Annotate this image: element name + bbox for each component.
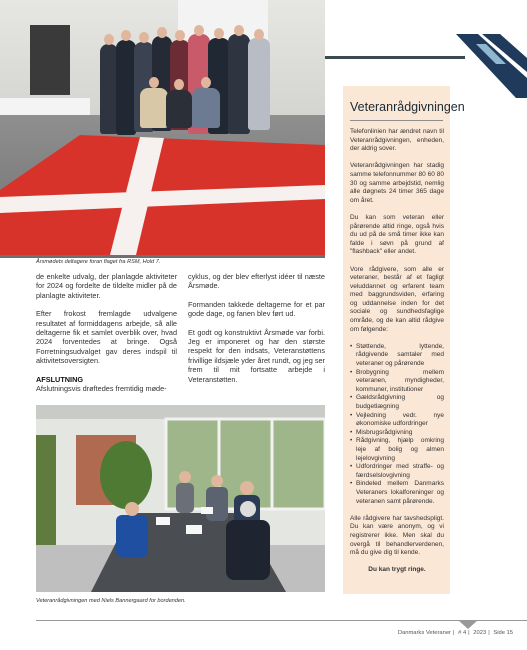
article-column-left — [36, 272, 177, 393]
sidebar-closing: Du kan trygt ringe. — [368, 566, 426, 574]
photo-people-group — [100, 30, 300, 150]
article-column-middle — [188, 272, 325, 393]
bottom-photo-caption: Veteranrådgivningen med Niels Bannergaard for bordenden. — [36, 598, 186, 604]
sidebar-title: Veteranrådgivningen — [350, 100, 465, 114]
list-item: • Udfordringer med straffe- og færdselslovgivning — [350, 463, 444, 480]
danish-flag — [0, 135, 325, 255]
sidebar-title-rule — [350, 120, 443, 121]
article-paragraph: Afslutningsvis drøftedes fremtidig møde- — [36, 384, 167, 394]
meeting-photo — [36, 405, 325, 592]
list-item: • Bindeled mellem Danmarks Veteraners lokalforeninger og veteranen samt pårørende. — [350, 480, 444, 506]
photo-door — [30, 25, 70, 95]
list-item: • Støttende, lyttende, rådgivende samtaler med veteraner og pårørende — [350, 343, 444, 369]
sidebar-bullet-list — [350, 343, 444, 506]
article-paragraph: Formanden takkede deltagerne for et par gode dage, og fanen blev ført ud. — [188, 299, 325, 319]
list-item: • Misbrugsrådgivning — [350, 429, 444, 438]
footer-notch — [458, 620, 478, 629]
footer-page: Side 15 — [493, 630, 513, 636]
article-paragraph: Et godt og konstruktivt Årsmøde var forbi. Jeg er imponeret og har den største respekt for den indsats, Veteranstøttens frivillige ildsjæle yder året rundt, og jeg ser frem til mit fortsatte arbejde i Veteranstøtten. — [188, 327, 325, 384]
list-item: • Gældsrådgivning og budgetlægning — [350, 394, 444, 411]
sidebar-paragraph: Du kan som veteran eller pårørende altid ringe, også hvis du ud på de små timer ikke kan falde i søvn på grund af "flashback" eller andet. — [350, 213, 444, 256]
footer-magazine: Danmarks Veteraner — [397, 630, 451, 636]
list-item: • Rådgivning, hjælp omkring leje af bolig og almen lejelovgivning — [350, 437, 444, 463]
sidebar-body — [350, 128, 444, 575]
footer-rule — [36, 620, 527, 621]
list-item: • Vejledning vedr. nye økonomiske udfordringer — [350, 412, 444, 429]
sidebar-paragraph: Telefonlinien har ændret navn til Veteranrådgivningen, enheden, der aldrig sover. — [350, 128, 444, 153]
article-paragraph: de enkelte udvalg, der planlagde aktiviteter for 2024 og fordelte de tildelte midler på de planlagte aktiviteter. — [36, 272, 177, 300]
list-item: • Brobygning mellem veteranen, myndigheder, kommuner, institutioner — [350, 369, 444, 395]
chevron-logo-icon — [456, 34, 527, 98]
article-paragraph: cyklus, og der blev efterlyst idéer til næste Årsmøde. — [188, 272, 325, 291]
page-footer: Danmarks Veteraner | # 4 | 2023 | Side 15 — [397, 630, 513, 636]
footer-year: 2023 — [473, 630, 487, 636]
group-photo — [0, 0, 325, 258]
section-heading: AFSLUTNING — [36, 374, 84, 384]
sidebar-paragraph: Alle rådgivere har tavshedspligt. Du kan være anonym, og vi registrerer ikke. Men skal du overgå til behandlerverdenen, må du give dig til kende. — [350, 514, 444, 557]
sidebar-paragraph: Veteranrådgivningen har stadig samme telefonnummer 80 60 80 30 og samme arbejdstid, nemlig alle døgnets 24 timer 365 dage om året. — [350, 162, 444, 204]
top-photo-caption: Årsmødets deltagere foran flaget fra RSM, Hold 7. — [36, 259, 161, 265]
header-rule — [325, 56, 465, 59]
footer-issue: # 4 — [458, 630, 467, 636]
sidebar-paragraph: Vore rådgivere, som alle er veteraner, består af et fagligt veluddannet og erfarent team med baggrundsviden, erfaring og uddannelse inden for det sociale og sundhedsfaglige område, og de kan altid rådgive om følgende: — [350, 265, 444, 333]
article-paragraph: Efter frokost fremlagde udvalgene resultatet af formiddagens arbejde, så alle deltagerne fik et samlet overblik over, hvad 2024 forventedes at bringe. Også Forretningsudvalget gav deres indspil til aktivitetsoversigten. — [36, 309, 177, 366]
